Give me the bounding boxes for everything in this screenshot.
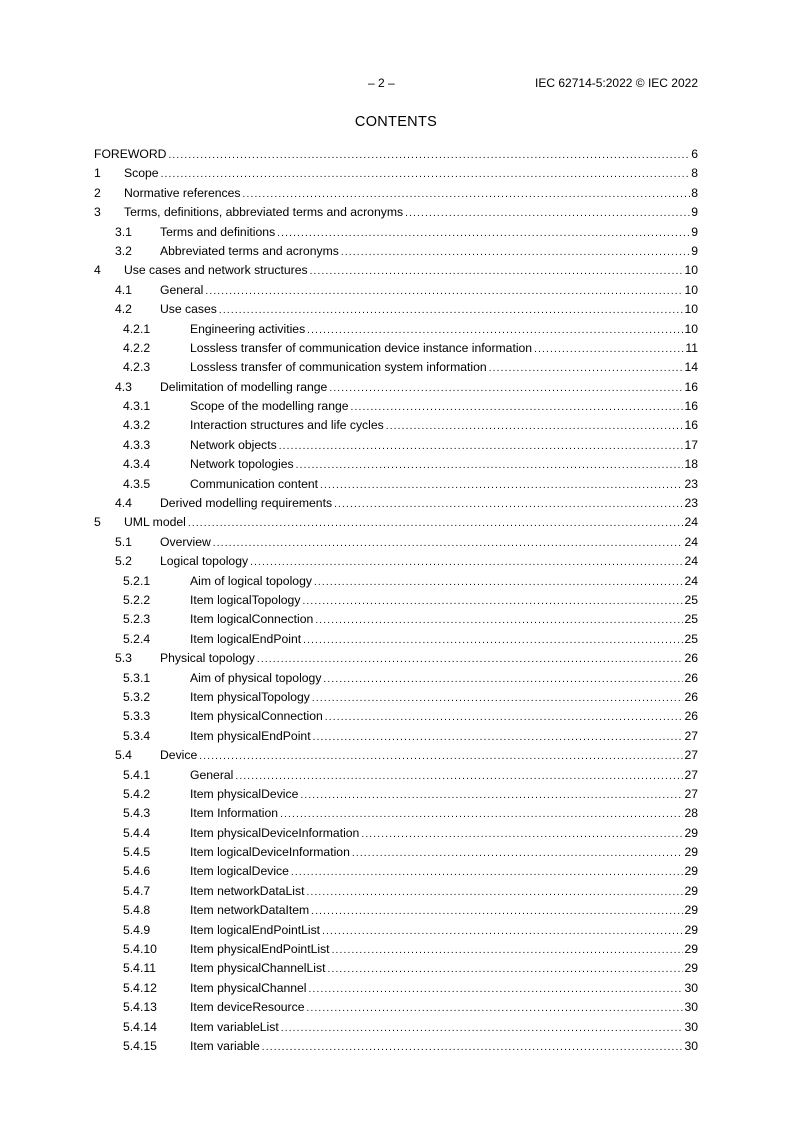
dot-leader (332, 941, 684, 960)
toc-entry[interactable] (94, 746, 698, 765)
toc-entry-title: Abbreviated terms and acronyms (160, 242, 340, 261)
page-header (94, 76, 698, 92)
toc-entry-title: Item logicalTopology (190, 591, 301, 610)
toc-entry-page: 30 (684, 1000, 698, 1015)
dot-leader (302, 592, 683, 611)
toc-entry-page: 17 (684, 437, 698, 452)
dot-leader (281, 1019, 684, 1038)
toc-entry-number: 5.1 (115, 534, 132, 549)
toc-entry-page: 24 (684, 515, 698, 530)
toc-entry-number: 4.2.2 (123, 340, 151, 355)
toc-entry-title: General (190, 766, 234, 785)
toc-entry-page: 29 (684, 864, 698, 879)
toc-entry-title: Item physicalChannel (190, 979, 308, 998)
toc-entry-number: 5.3.3 (123, 709, 151, 724)
toc-entry[interactable] (94, 882, 698, 901)
toc-entry[interactable] (94, 320, 698, 339)
toc-entry-number: 5.4.9 (123, 922, 151, 937)
toc-entry-number: 5.4.2 (123, 786, 151, 801)
dot-leader (361, 825, 683, 844)
toc-entry-page: 23 (684, 476, 698, 491)
toc-entry[interactable] (94, 824, 698, 843)
toc-entry-page: 6 (691, 147, 698, 161)
toc-entry-page: 10 (684, 321, 698, 336)
toc-entry[interactable] (94, 630, 698, 649)
toc-entry-number: 5.4.3 (123, 806, 151, 821)
toc-entry-number: 5.2 (115, 554, 132, 569)
toc-entry-page: 26 (684, 651, 698, 666)
toc-entry-page: 14 (684, 360, 698, 375)
toc-entry[interactable] (94, 552, 698, 571)
toc-entry-number: 4.2.3 (123, 360, 151, 375)
toc-entry-number: 5.2.1 (123, 573, 151, 588)
toc-entry-page: 24 (684, 534, 698, 549)
toc-entry-title: Engineering activities (190, 320, 306, 339)
toc-entry-page: 8 (691, 185, 698, 200)
toc-entry-title: Item physicalDeviceInformation (190, 824, 360, 843)
dot-leader (205, 282, 683, 301)
toc-entry-page: 29 (684, 942, 698, 957)
toc-entry-title: Aim of physical topology (190, 669, 322, 688)
toc-entry[interactable] (94, 572, 698, 591)
toc-entry-page: 16 (684, 418, 698, 433)
toc-entry[interactable] (94, 804, 698, 823)
toc-entry-title: Delimitation of modelling range (160, 378, 328, 397)
toc-entry-title: Device (160, 746, 198, 765)
toc-entry[interactable] (94, 475, 698, 494)
dot-leader (534, 340, 684, 359)
toc-entry-page: 10 (684, 263, 698, 278)
toc-entry-page: 26 (684, 709, 698, 724)
toc-entry-number: 3.2 (115, 243, 132, 258)
toc-entry-title: Terms, definitions, abbreviated terms and acronyms (124, 203, 404, 222)
toc-entry-number: 5.4 (115, 748, 132, 763)
toc-entry-number: 5.4.7 (123, 883, 151, 898)
toc-entry-page: 29 (684, 825, 698, 840)
dot-leader (250, 553, 683, 572)
dot-leader (352, 844, 684, 863)
toc-entry-page: 11 (685, 340, 698, 355)
toc-entry-number: 4.3.5 (123, 476, 151, 491)
toc-entry[interactable] (94, 494, 698, 513)
toc-entry[interactable] (94, 998, 698, 1017)
dot-leader (243, 185, 691, 204)
toc-entry[interactable] (94, 145, 698, 164)
toc-entry-page: 27 (684, 786, 698, 801)
dot-leader (320, 476, 683, 495)
toc-entry-number: 5.3.2 (123, 689, 151, 704)
dot-leader (311, 902, 683, 921)
toc-entry-number: 5 (94, 515, 101, 530)
toc-entry-number: 5.4.15 (123, 1038, 157, 1053)
toc-entry-title: Item networkDataList (190, 882, 305, 901)
toc-entry[interactable] (94, 959, 698, 978)
toc-entry-number: 5.4.10 (123, 942, 157, 957)
dot-leader (489, 359, 684, 378)
dot-leader (351, 398, 684, 417)
toc-entry-page: 8 (691, 166, 698, 181)
toc-entry-title: Item networkDataItem (190, 901, 310, 920)
toc-entry-number: 5.4.1 (123, 767, 151, 782)
toc-entry-title: Network topologies (190, 455, 295, 474)
toc-entry-title: Lossless transfer of communication system information (190, 358, 488, 377)
toc-entry-page: 27 (684, 748, 698, 763)
toc-entry-title: Logical topology (160, 552, 249, 571)
toc-entry-title: Item deviceResource (190, 998, 305, 1017)
toc-entry-number: 2 (94, 185, 101, 200)
toc-entry[interactable] (94, 1018, 698, 1037)
toc-entry[interactable] (94, 979, 698, 998)
toc-entry-number: 4.2.1 (123, 321, 151, 336)
toc-entry-title: Communication content (190, 475, 319, 494)
toc-entry[interactable] (94, 707, 698, 726)
toc-entry[interactable] (94, 901, 698, 920)
dot-leader (325, 708, 684, 727)
toc-entry[interactable] (94, 785, 698, 804)
toc-entry-title: Use cases (160, 300, 218, 319)
dot-leader (334, 495, 683, 514)
toc-entry[interactable] (94, 513, 698, 532)
toc-entry-title: Item variableList (190, 1018, 280, 1037)
dot-leader (280, 805, 683, 824)
dot-leader (199, 747, 683, 766)
toc-entry[interactable] (94, 1037, 698, 1056)
toc-entry-number: 5.4.6 (123, 864, 151, 879)
toc-entry-title: Aim of logical topology (190, 572, 313, 591)
toc-entry[interactable] (94, 862, 698, 881)
dot-leader (188, 514, 684, 533)
dot-leader (315, 611, 683, 630)
toc-entry-number: 4.4 (115, 496, 132, 511)
toc-entry-number: 5.4.8 (123, 903, 151, 918)
toc-entry-title: Item physicalConnection (190, 707, 324, 726)
toc-entry[interactable] (94, 300, 698, 319)
toc-entry[interactable] (94, 591, 698, 610)
toc-entry[interactable] (94, 921, 698, 940)
dot-leader (328, 960, 684, 979)
toc-entry-number: 3.1 (115, 224, 132, 239)
toc-entry-number: 4.1 (115, 282, 132, 297)
dot-leader (322, 922, 683, 941)
toc-entry-page: 25 (684, 612, 698, 627)
dot-leader (303, 631, 683, 650)
dot-leader (279, 437, 684, 456)
toc-entry[interactable] (94, 203, 698, 222)
toc-entry-page: 16 (684, 399, 698, 414)
toc-entry-number: 4.3.3 (123, 437, 151, 452)
dot-leader (300, 786, 683, 805)
toc-entry-number: 4.2 (115, 302, 132, 317)
toc-entry-title: Item physicalChannelList (190, 959, 327, 978)
toc-entry-number: 4 (94, 263, 101, 278)
toc-entry-page: 9 (691, 243, 698, 258)
toc-entry[interactable] (94, 378, 698, 397)
toc-entry[interactable] (94, 416, 698, 435)
toc-entry-title: General (160, 281, 204, 300)
toc-entry[interactable] (94, 688, 698, 707)
toc-entry-title: Item logicalDeviceInformation (190, 843, 351, 862)
table-of-contents (94, 145, 698, 1056)
toc-entry-page: 27 (684, 728, 698, 743)
toc-entry[interactable] (94, 669, 698, 688)
toc-entry-title: Physical topology (160, 649, 256, 668)
toc-entry-title: UML model (124, 513, 187, 532)
dot-leader (310, 262, 684, 281)
toc-entry-title: Item physicalDevice (190, 785, 299, 804)
toc-entry-page: 30 (684, 1019, 698, 1034)
toc-entry-page: 26 (684, 670, 698, 685)
toc-entry[interactable] (94, 610, 698, 629)
toc-entry-page: 10 (684, 302, 698, 317)
toc-entry-page: 23 (684, 496, 698, 511)
dot-leader (257, 650, 684, 669)
toc-entry-page: 10 (684, 282, 698, 297)
toc-entry-title: Overview (160, 533, 212, 552)
toc-entry[interactable] (94, 339, 698, 358)
dot-leader (262, 1038, 684, 1057)
dot-leader (161, 165, 691, 184)
toc-entry-page: 29 (684, 903, 698, 918)
dot-leader (314, 573, 683, 592)
dot-leader (405, 204, 690, 223)
dot-leader (291, 863, 684, 882)
toc-entry-page: 24 (684, 554, 698, 569)
toc-entry-number: 5.4.12 (123, 980, 157, 995)
toc-entry-page: 29 (684, 961, 698, 976)
dot-leader (307, 321, 683, 340)
page-number: – 2 – (368, 76, 395, 90)
toc-entry-number: 5.4.5 (123, 845, 151, 860)
dot-leader (341, 243, 690, 262)
toc-entry-page: 25 (684, 592, 698, 607)
toc-entry-title: Item variable (190, 1037, 261, 1056)
toc-entry-number: 5.4.13 (123, 1000, 157, 1015)
toc-entry-number: 5.2.4 (123, 631, 151, 646)
toc-entry-page: 16 (684, 379, 698, 394)
toc-entry-title: Network objects (190, 436, 278, 455)
toc-entry-title: Scope of the modelling range (190, 397, 350, 416)
toc-entry-number: 5.2.3 (123, 612, 151, 627)
toc-entry-title: FOREWORD (94, 145, 167, 164)
dot-leader (309, 980, 684, 999)
toc-entry[interactable] (94, 184, 698, 203)
toc-entry-number: 4.3 (115, 379, 132, 394)
toc-entry-title: Scope (124, 164, 160, 183)
toc-entry-number: 4.3.1 (123, 399, 151, 414)
dot-leader (323, 670, 683, 689)
toc-entry-title: Derived modelling requirements (160, 494, 333, 513)
toc-entry-page: 9 (691, 205, 698, 220)
dot-leader (219, 301, 684, 320)
toc-entry[interactable] (94, 533, 698, 552)
toc-entry[interactable] (94, 766, 698, 785)
toc-entry-title: Item physicalTopology (190, 688, 311, 707)
toc-entry-title: Item logicalEndPoint (190, 630, 302, 649)
toc-entry-title: Use cases and network structures (124, 261, 309, 280)
toc-entry-number: 5.4.4 (123, 825, 151, 840)
toc-entry[interactable] (94, 649, 698, 668)
toc-entry-page: 29 (684, 883, 698, 898)
toc-entry-page: 27 (684, 767, 698, 782)
dot-leader (312, 689, 684, 708)
toc-entry[interactable] (94, 261, 698, 280)
toc-entry-title: Item logicalConnection (190, 610, 314, 629)
dot-leader (235, 767, 683, 786)
toc-entry-number: 5.3 (115, 651, 132, 666)
toc-entry-title: Terms and definitions (160, 223, 276, 242)
toc-entry-title: Item logicalDevice (190, 862, 290, 881)
toc-entry-page: 28 (684, 806, 698, 821)
toc-entry[interactable] (94, 436, 698, 455)
toc-entry-number: 5.2.2 (123, 592, 151, 607)
toc-entry-number: 4.3.2 (123, 418, 151, 433)
dot-leader (386, 417, 684, 436)
dot-leader (329, 379, 683, 398)
toc-entry-title: Item physicalEndPointList (190, 940, 331, 959)
toc-entry-page: 9 (691, 224, 698, 239)
toc-entry-number: 5.3.4 (123, 728, 151, 743)
page-title: CONTENTS (354, 114, 438, 130)
dot-leader (306, 883, 683, 902)
toc-entry-number: 5.3.1 (123, 670, 151, 685)
toc-entry-page: 24 (684, 573, 698, 588)
dot-leader (296, 456, 684, 475)
toc-entry-title: Item Information (190, 804, 279, 823)
toc-entry[interactable] (94, 242, 698, 261)
dot-leader (306, 999, 683, 1018)
toc-entry[interactable] (94, 223, 698, 242)
toc-entry-page: 29 (684, 845, 698, 860)
toc-entry-title: Item physicalEndPoint (190, 727, 312, 746)
toc-entry-title: Interaction structures and life cycles (190, 416, 385, 435)
toc-entry[interactable] (94, 727, 698, 746)
toc-entry[interactable] (94, 358, 698, 377)
toc-entry-page: 29 (684, 922, 698, 937)
dot-leader (313, 728, 684, 747)
toc-entry-number: 3 (94, 205, 101, 220)
dot-leader (168, 146, 690, 165)
dot-leader (277, 224, 690, 243)
toc-entry-page: 26 (684, 689, 698, 704)
toc-entry-number: 5.4.11 (123, 961, 156, 976)
toc-entry-number: 5.4.14 (123, 1019, 157, 1034)
toc-entry[interactable] (94, 940, 698, 959)
toc-entry-page: 30 (684, 1038, 698, 1053)
toc-entry-page: 30 (684, 980, 698, 995)
toc-entry-number: 1 (94, 166, 101, 181)
toc-entry[interactable] (94, 281, 698, 300)
toc-entry[interactable] (94, 843, 698, 862)
toc-entry-number: 4.3.4 (123, 457, 151, 472)
toc-entry-page: 25 (684, 631, 698, 646)
dot-leader (213, 534, 684, 553)
document-reference: IEC 62714-5:2022 © IEC 2022 (535, 76, 698, 90)
toc-entry-title: Lossless transfer of communication device instance information (190, 339, 533, 358)
toc-entry[interactable] (94, 164, 698, 183)
toc-entry[interactable] (94, 397, 698, 416)
toc-entry-page: 18 (684, 457, 698, 472)
toc-entry-title: Normative references (124, 184, 242, 203)
toc-entry-title: Item logicalEndPointList (190, 921, 321, 940)
toc-entry[interactable] (94, 455, 698, 474)
